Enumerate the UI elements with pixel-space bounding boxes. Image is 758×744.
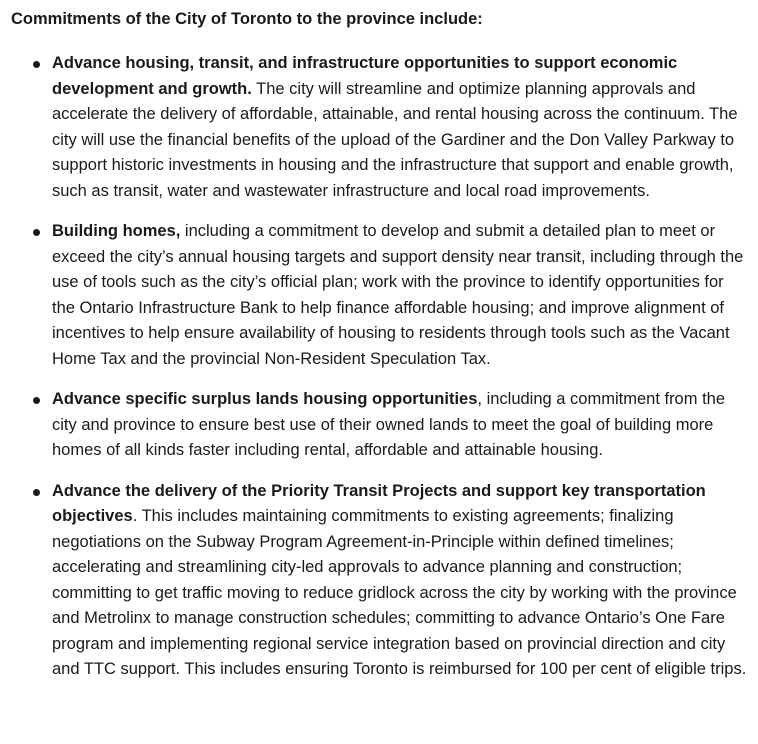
item-body-text: , including a commitment from the city and province to ensure best use of their owned lands to meet the goal of building more homes of all kinds faster including rental, affordable and attainable housing. <box>52 390 726 459</box>
item-bold-lead: Advance the delivery of the Priority Transit Projects and support key transportation objectives <box>52 481 706 525</box>
list-item <box>11 51 748 204</box>
item-body-text: including a commitment to develop and submit a detailed plan to meet or exceed the city’s annual housing targets and support density near transit, including through the use of tools such as the city’s official plan; work with the province to identify opportunities for the Ontario Infrastructure Bank to help finance affordable housing; and improve alignment of incentives to help ensure availability of housing to residents through tools such as the Vacant Home Tax and the provincial Non-Resident Speculation Tax. <box>52 222 744 368</box>
item-body-text: . This includes maintaining commitments to existing agreements; finalizing negotiations on the Subway Program Agreement-in-Principle within defined timelines; accelerating and streamlining city-led approvals to advance planning and construction; committing to get traffic moving to reduce gridlock across the city by working with the province and Metrolinx to manage construction schedules; committing to advance Ontario’s One Fare program and implementing regional service integration based on provincial direction and city and TTC support. This includes ensuring Toronto is reimbursed for 100 per cent of eligible trips. <box>52 507 747 678</box>
intro-heading: Commitments of the City of Toronto to the province include: <box>11 10 483 28</box>
bullet-icon <box>33 397 40 404</box>
list-item <box>11 387 748 464</box>
list-item <box>11 479 748 683</box>
item-bold-lead: Advance housing, transit, and infrastructure opportunities to support economic development and growth. <box>52 54 678 98</box>
bullet-icon <box>33 229 40 236</box>
list-item <box>11 219 748 372</box>
item-body-text: The city will streamline and optimize planning approvals and accelerate the delivery of affordable, attainable, and rental housing across the continuum. The city will use the financial benefits of the upload of the Gardiner and the Don Valley Parkway to support historic investments in housing and the infrastructure that support and enable growth, such as transit, water and wastewater infrastructure and local road improvements. <box>52 79 738 200</box>
commitments-list <box>11 51 748 683</box>
item-bold-lead: Advance specific surplus lands housing opportunities <box>52 390 478 408</box>
bullet-icon <box>33 489 40 496</box>
bullet-icon <box>33 61 40 68</box>
item-bold-lead: Building homes, <box>52 222 181 240</box>
